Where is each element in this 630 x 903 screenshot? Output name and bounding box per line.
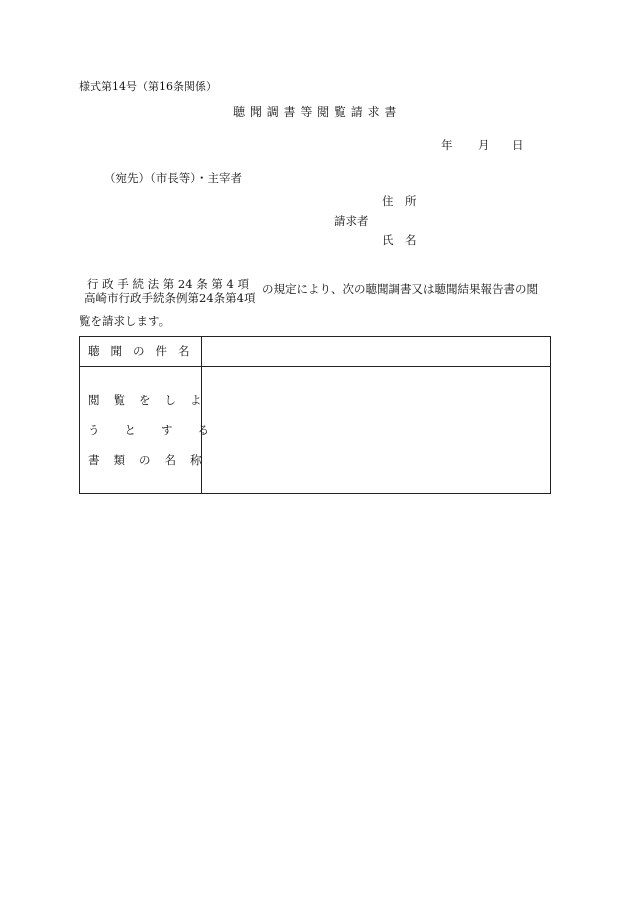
date-day-label: 日 xyxy=(512,138,524,152)
document-name-label-line-2: うとする xyxy=(88,423,234,437)
document-name-label-line-3: 書類の名称 xyxy=(88,453,216,467)
address-label: 住 所 xyxy=(382,194,417,208)
date-year-label: 年 xyxy=(441,138,453,152)
document-title: 聴 聞 調 書 等 閲 覧 請 求 書 xyxy=(233,105,397,119)
law-reference xyxy=(84,277,256,305)
case-name-label: 聴聞の件名 xyxy=(88,344,201,358)
law-reference-line-2: 高崎市行政手続条例第24条第4項 xyxy=(84,291,256,305)
table-divider-vertical xyxy=(201,337,202,493)
document-name-label-line-1: 閲覧をしよ xyxy=(88,393,216,407)
requester-label: 請求者 xyxy=(334,214,369,228)
table-divider-horizontal xyxy=(80,366,550,367)
body-text-continuation: 覧を請求します。 xyxy=(79,314,171,328)
body-text: の規定により、次の聴聞調書又は聴聞結果報告書の閲 xyxy=(262,282,538,296)
addressee: （宛先）（市長等）・主宰者 xyxy=(104,171,242,185)
name-label: 氏 名 xyxy=(382,233,417,247)
date-month-label: 月 xyxy=(478,138,490,152)
law-reference-line-1: 行 政 手 続 法 第 24 条 第 4 項 xyxy=(87,277,250,291)
request-table xyxy=(79,336,551,494)
form-number: 様式第14号（第16条関係） xyxy=(79,80,217,93)
